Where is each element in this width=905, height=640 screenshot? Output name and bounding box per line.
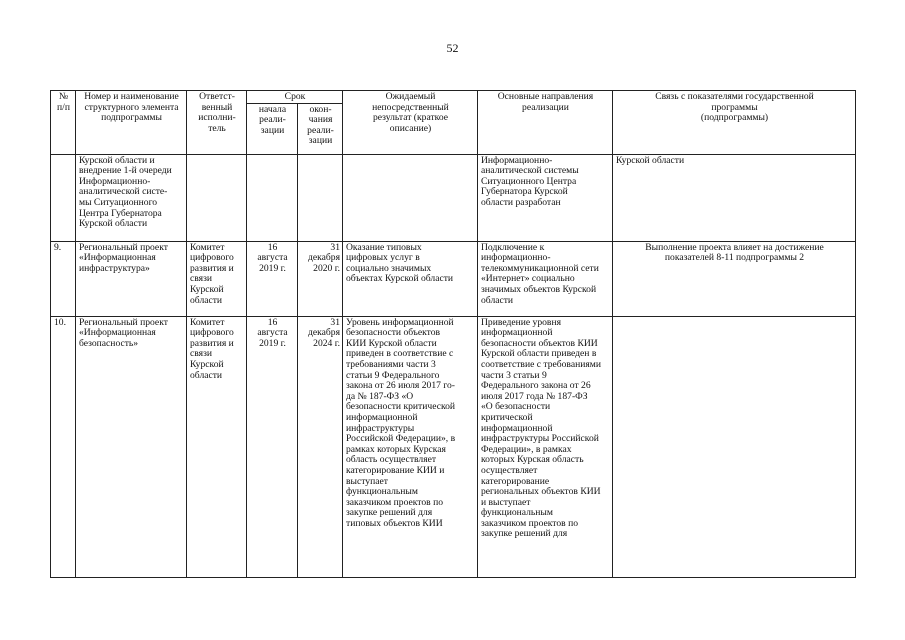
row-end: 31 декабря 2020 г.	[298, 241, 343, 316]
row-link: Выполнение проекта влияет на достижение показателей 8-11 подпрограммы 2	[613, 241, 856, 316]
header-num: № п/п	[51, 91, 76, 155]
header-term: Срок	[247, 91, 343, 104]
row-link: Курской области	[613, 154, 856, 241]
header-link: Связь с показателями государственной программы (подпрограммы)	[613, 91, 856, 155]
row-end: 31 декабря 2024 г.	[298, 316, 343, 577]
table-row	[51, 316, 856, 577]
row-num: 10.	[51, 316, 76, 577]
header-name: Номер и наименование структурного элемента подпрограммы	[76, 91, 187, 155]
row-name: Региональный проект «Информационная инфраструктура»	[76, 241, 187, 316]
row-end	[298, 154, 343, 241]
row-directions: Приведение уровня информационной безопасности объектов КИИ Курской области приведен в соответствие с требованиями части 3 статьи 9 Федерального закона от 26 июля 2017 года № 187-ФЗ «О безопасности критической информационной инфраструктуры Российской Федерации», в рамках которых Курская область осуществляет категорирование региональных объектов КИИ и выступает функциональным заказчиком проектов по закупке решений для	[478, 316, 613, 577]
header-directions: Основные направления реализации	[478, 91, 613, 155]
header-end: окон- чания реали- зации	[298, 103, 343, 154]
row-result	[343, 154, 478, 241]
row-num	[51, 154, 76, 241]
row-start	[247, 154, 298, 241]
row-link	[613, 316, 856, 577]
row-start: 16 августа 2019 г.	[247, 316, 298, 577]
page-number: 52	[446, 41, 459, 55]
row-directions: Информационно- аналитической системы Ситуационного Центра Губернатора Курской области разработан	[478, 154, 613, 241]
header-responsible: Ответст- венный исполни- тель	[187, 91, 247, 155]
header-row-1	[51, 91, 856, 104]
header-start: начала реали- зации	[247, 103, 298, 154]
row-name: Региональный проект «Информационная безопасность»	[76, 316, 187, 577]
program-table	[50, 90, 856, 578]
row-name: Курской области и внедрение 1-й очереди Информационно- аналитической систе- мы Ситуационного Центра Губернатора Курской области	[76, 154, 187, 241]
row-result: Оказание типовых цифровых услуг в социально значимых объектах Курской области	[343, 241, 478, 316]
row-start: 16 августа 2019 г.	[247, 241, 298, 316]
table-row	[51, 154, 856, 241]
row-responsible: Комитет цифрового развития и связи Курской области	[187, 241, 247, 316]
row-result: Уровень информационной безопасности объектов КИИ Курской области приведен в соответствие с требованиями части 3 статьи 9 Федерального закона от 26 июля 2017 го- да № 187-ФЗ «О безопасности критической информационной инфраструктуры Российской Федерации», в рамках которых Курская область осуществляет категорирование КИИ и выступает функциональным заказчиком проектов по закупке решений для типовых объектов КИИ	[343, 316, 478, 577]
row-responsible: Комитет цифрового развития и связи Курской области	[187, 316, 247, 577]
row-directions: Подключение к информационно- телекоммуникационной сети «Интернет» социально значимых объектов Курской области	[478, 241, 613, 316]
row-responsible	[187, 154, 247, 241]
row-num: 9.	[51, 241, 76, 316]
header-result: Ожидаемый непосредственный результат (краткое описание)	[343, 91, 478, 155]
table-row	[51, 241, 856, 316]
